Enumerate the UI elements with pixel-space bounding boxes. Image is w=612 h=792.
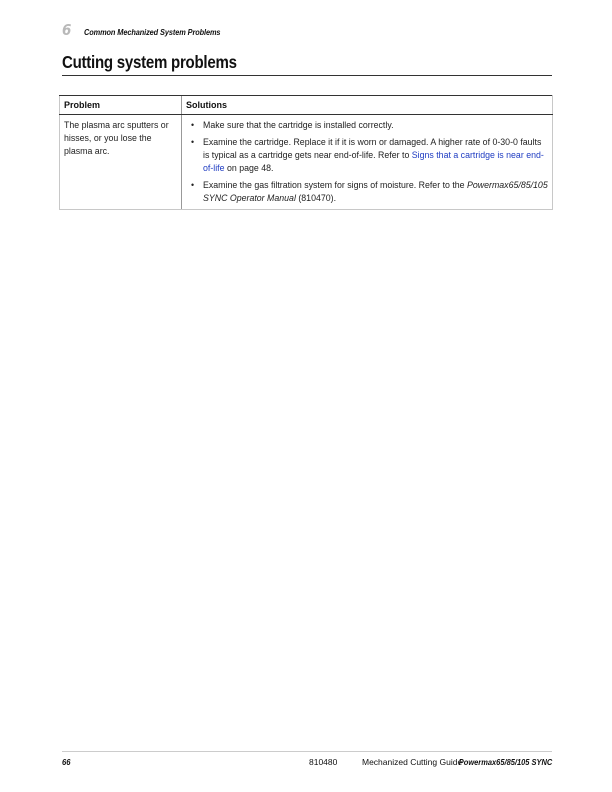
problem-text: The plasma arc sputters or hisses, or you lose the plasma arc. xyxy=(64,120,169,156)
document-number: 810480 xyxy=(309,757,338,767)
problem-cell xyxy=(60,115,182,210)
solution-item xyxy=(186,136,548,175)
solution-text-suffix: (810470). xyxy=(295,193,337,203)
page-number: 66 xyxy=(62,757,71,767)
section-title: Cutting system problems xyxy=(62,52,237,72)
table-row xyxy=(60,115,553,210)
document-title: Mechanized Cutting Guide xyxy=(362,757,463,767)
solutions-cell xyxy=(182,115,553,210)
chapter-title: Common Mechanized System Problems xyxy=(83,28,221,37)
solution-text: Make sure that the cartridge is installed correctly. xyxy=(203,120,394,130)
bullet-icon: • xyxy=(191,137,195,147)
product-name: Powermax65/85/105 SYNC xyxy=(458,757,552,767)
bullet-icon: • xyxy=(191,120,195,130)
title-divider xyxy=(62,75,552,76)
column-header-solutions: Solutions xyxy=(182,96,553,115)
solution-text-suffix: on page 48. xyxy=(224,163,274,173)
footer-divider xyxy=(62,751,552,752)
solution-item xyxy=(186,119,548,132)
solution-item xyxy=(186,179,548,205)
table-header-row xyxy=(60,96,553,115)
page-footer xyxy=(62,757,552,771)
running-header xyxy=(62,21,232,41)
bullet-icon: • xyxy=(191,180,195,190)
solution-text: Examine the gas filtration system for signs of moisture. Refer to the xyxy=(203,180,468,190)
solutions-list xyxy=(186,119,548,205)
problems-table xyxy=(59,95,553,210)
operator-manual-title: Powermax65/85/105 SYNC Operator Manual xyxy=(203,180,548,203)
column-header-problem: Problem xyxy=(60,96,182,115)
cartridge-end-of-life-link[interactable]: Signs that a cartridge is near end-of-life xyxy=(203,150,544,173)
chapter-number: 6 xyxy=(62,21,71,39)
solution-text: Examine the cartridge. Replace it if it is worn or damaged. A higher rate of 0-30-0 faults is typical as a cartridge gets near end-of-life. Refer to xyxy=(203,137,542,160)
